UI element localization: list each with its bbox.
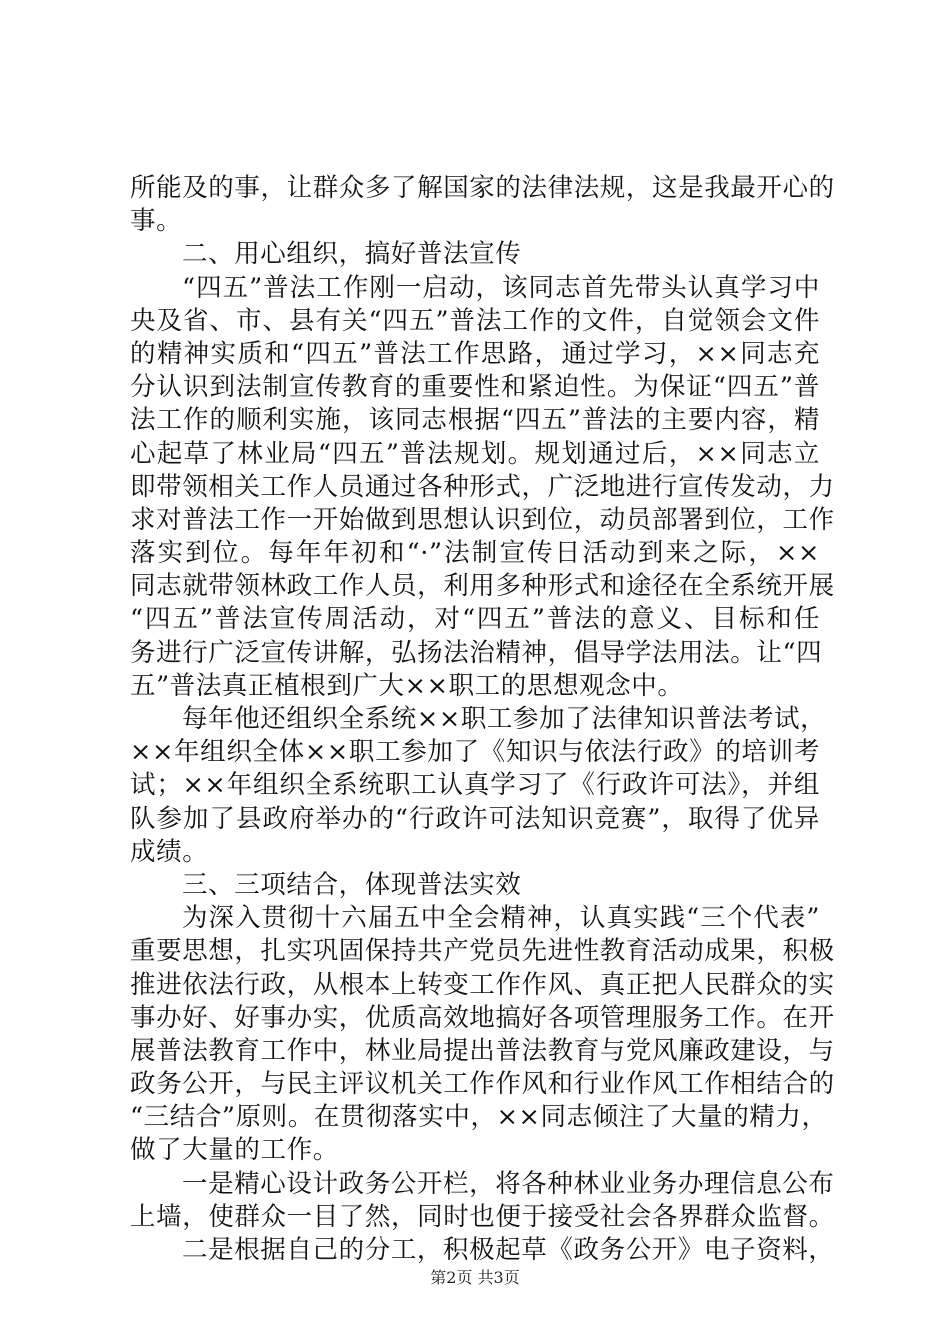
text-line: 做了大量的工作。	[130, 1135, 339, 1166]
text-line: 心起草了林业局“四五”普法规划。规划通过后，××同志立	[130, 438, 820, 469]
text-line: 推进依法行政，从根本上转变工作作风、真正把人民群众的实	[130, 969, 835, 1000]
section-heading: 三、三项结合，体现普法实效	[182, 869, 522, 900]
text-line: 法工作的顺利实施，该同志根据“四五”普法的主要内容，精	[130, 405, 820, 436]
text-line: 五”普法真正植根到广大××职工的思想观念中。	[130, 670, 684, 701]
text-line: 政务公开，与民主评议机关工作作风和行业作风工作相结合的	[130, 1069, 835, 1100]
text-line: “四五”普法宣传周活动，对“四五”普法的意义、目标和任	[130, 604, 820, 635]
paragraph-first-line: 一是精心设计政务公开栏，将各种林业业务办理信息公布	[182, 1168, 835, 1199]
text-line: 的精神实质和“四五”普法工作思路，通过学习，××同志充	[130, 338, 820, 369]
document-body	[130, 172, 835, 1267]
section-heading: 二、用心组织，搞好普法宣传	[182, 239, 522, 270]
text-line: 队参加了县政府举办的“行政许可法知识竞赛”，取得了优异	[130, 803, 820, 834]
text-line: 央及省、市、县有关“四五”普法工作的文件，自觉领会文件	[130, 305, 820, 336]
paragraph-first-line: 每年他还组织全系统××职工参加了法律知识普法考试，	[182, 704, 827, 734]
text-line: 展普法教育工作中，林业局提出普法教育与党风廉政建设，与	[130, 1035, 835, 1066]
text-line: 务进行广泛宣传讲解，弘扬法治精神，倡导学法用法。让“四	[130, 637, 823, 668]
text-line: 重要思想，扎实巩固保持共产党员先进性教育活动成果，积极	[130, 936, 835, 967]
text-line: 求对普法工作一开始做到思想认识到位，动员部署到位，工作	[130, 504, 835, 535]
text-line: 试；××年组织全系统职工认真学习了《行政许可法》，并组	[130, 770, 820, 801]
page-number-footer: 第2页 共3页	[430, 1268, 520, 1287]
text-line: 事。	[130, 206, 183, 237]
text-line: 所能及的事，让群众多了解国家的法律法规，这是我最开心的	[130, 173, 835, 203]
text-line: 事办好、好事办实，优质高效地搞好各项管理服务工作。在开	[130, 1002, 835, 1033]
text-line: ××年组织全体××职工参加了《知识与依法行政》的培训考	[130, 737, 820, 768]
paragraph-first-line: “四五”普法工作刚一启动，该同志首先带头认真学习中	[182, 272, 820, 303]
text-line: 上墙，使群众一目了然，同时也便于接受社会各界群众监督。	[130, 1201, 835, 1232]
text-line: 落实到位。每年年初和“·”法制宣传日活动到来之际，××	[130, 538, 820, 569]
paragraph-first-line: 为深入贯彻十六届五中全会精神，认真实践“三个代表”	[182, 903, 820, 934]
text-line: “三结合”原则。在贯彻落实中，××同志倾注了大量的精力，	[130, 1102, 828, 1133]
text-line: 即带领相关工作人员通过各种形式，广泛地进行宣传发动，力	[130, 471, 835, 502]
paragraph-first-line: 二是根据自己的分工，积极起草《政务公开》电子资料，	[182, 1235, 835, 1265]
text-line: 同志就带领林政工作人员，利用多种形式和途径在全系统开展	[130, 571, 835, 602]
text-line: 成绩。	[130, 836, 209, 867]
text-line: 分认识到法制宣传教育的重要性和紧迫性。为保证“四五”普	[130, 372, 820, 403]
